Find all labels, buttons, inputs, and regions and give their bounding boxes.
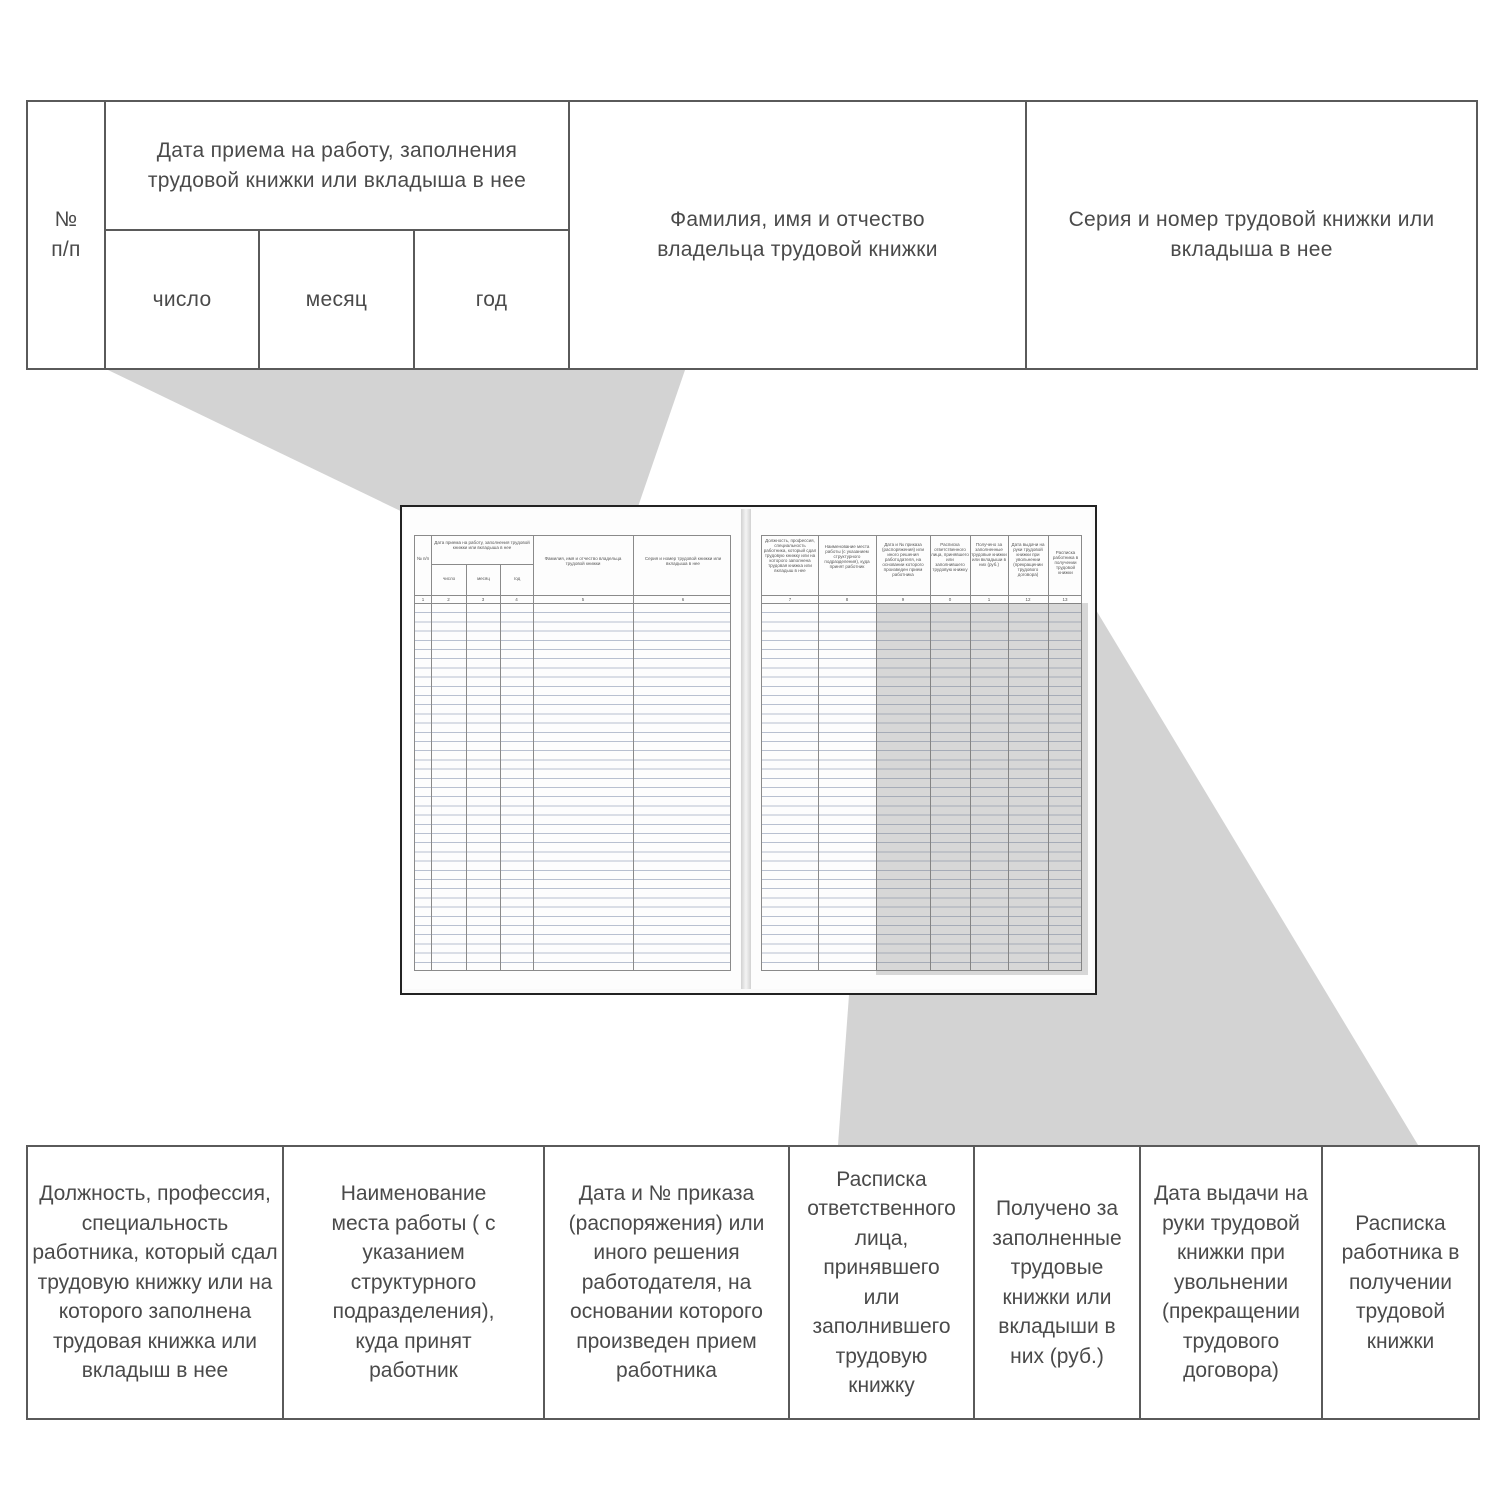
mini-header-series: Серия и номер трудовой книжки или вкладыша в нее xyxy=(644,556,722,566)
left-column-numbers xyxy=(415,596,730,604)
mini-header-day: число xyxy=(442,576,456,581)
mini-header-name: Фамилия, имя и отчество владельца трудовой книжки xyxy=(544,556,622,566)
col-num: 4 xyxy=(515,597,518,602)
open-register-book xyxy=(400,505,1097,995)
bottom-header-table xyxy=(26,1145,1480,1420)
col-num: 7 xyxy=(788,597,792,602)
col-num: 3 xyxy=(481,597,485,602)
mini-header-position: Должность, профессия, специальность работника, который сдал трудовую книжку или на которого заполнена трудовая книжка или вкладыш в нее xyxy=(763,538,817,573)
header-number: № п/п xyxy=(51,208,81,261)
col-num: 9 xyxy=(901,597,905,602)
book-spine xyxy=(742,509,750,989)
header-receipt-responsible: Расписка ответственного лица, принявшего или заполнившего трудовую книжку xyxy=(807,1167,956,1397)
header-workplace: Наименование места работы ( с указанием структурного подразделения), куда принят работник xyxy=(331,1182,496,1383)
header-day: число xyxy=(152,287,212,311)
col-num: 2 xyxy=(447,597,450,602)
header-order: Дата и № приказа (распоряжения) или иного решения работодателя, на основании которого произведен прием работника xyxy=(568,1182,765,1383)
right-page xyxy=(750,509,1092,989)
mini-header-order: Дата и № приказа (распоряжения) или иного решения работодателя, на основании которого произведен прием работника xyxy=(882,542,924,577)
header-month: месяц xyxy=(305,287,368,311)
mini-header-year: год xyxy=(513,576,521,581)
header-year: год xyxy=(475,287,508,311)
left-page xyxy=(404,509,742,989)
col-num: 1 xyxy=(987,597,991,602)
col-num: 12 xyxy=(1025,597,1031,602)
header-issue-date: Дата выдачи на руки трудовой книжки при увольнении (прекращении трудового договора) xyxy=(1154,1182,1308,1383)
left-page-rows xyxy=(415,604,730,970)
zoom-highlight xyxy=(876,603,1088,975)
header-date: Дата приема на работу, заполнения трудовой книжки или вкладыша в нее xyxy=(147,138,527,192)
col-num: 6 xyxy=(681,597,685,602)
header-employee-receipt: Расписка работника в получении трудовой книжки xyxy=(1341,1211,1460,1353)
mini-header-received-payment: Получено за заполненные трудовые книжки или вкладыши в них (руб.) xyxy=(971,542,1007,567)
left-page-header xyxy=(415,536,730,596)
header-position: Должность, профессия, специальность работника, который сдал трудовую книжку или на которого заполнена трудовая книжка или вкладыш в нее xyxy=(32,1182,278,1383)
mini-header-date: Дата приема на работу, заполнения трудовой книжки или вкладыша в нее xyxy=(434,540,530,550)
mini-header-month: месяц xyxy=(477,576,490,581)
top-header-table xyxy=(26,100,1478,370)
mini-header-receipt-responsible: Расписка ответственного лица, принявшего или заполнившего трудовую книжку xyxy=(931,542,969,572)
col-num: 8 xyxy=(845,597,849,602)
col-num: 13 xyxy=(1062,597,1068,602)
mini-header-num: № п/п xyxy=(416,556,430,561)
left-page-table xyxy=(414,535,731,971)
right-page-header xyxy=(762,536,1081,596)
col-num: 1 xyxy=(421,597,425,602)
col-num: 0 xyxy=(948,597,952,602)
mini-header-issue-date: Дата выдачи на руки трудовой книжки при увольнении (прекращении трудового договора) xyxy=(1011,542,1045,577)
mini-header-employee-receipt: Расписка работника в получении трудовой книжки xyxy=(1052,550,1079,575)
header-series-number: Серия и номер трудовой книжки или вкладыша в нее xyxy=(1068,208,1435,261)
mini-header-workplace: Наименование места работы (с указанием структурного подразделения), куда принят работник xyxy=(824,544,870,569)
header-full-name: Фамилия, имя и отчество владельца трудовой книжки xyxy=(657,208,938,261)
col-num: 5 xyxy=(581,597,585,602)
header-received-payment: Получено за заполненные трудовые книжки или вкладыши в них (руб.) xyxy=(992,1197,1122,1368)
